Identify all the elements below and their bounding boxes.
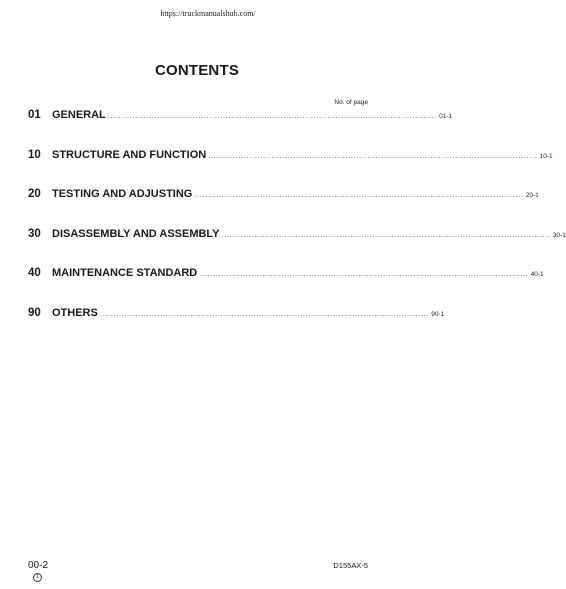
- toc-page-number: 10-1: [539, 152, 553, 160]
- toc-section-title: DISASSEMBLY AND ASSEMBLY: [52, 227, 220, 240]
- toc-section-title: OTHERS: [52, 306, 98, 319]
- toc-section-number: 10: [28, 148, 41, 161]
- toc-section-title: STRUCTURE AND FUNCTION: [52, 148, 207, 161]
- toc-entry-disassembly-and-assembly[interactable]: [28, 227, 566, 242]
- toc-entry-structure-and-function[interactable]: [28, 148, 553, 163]
- toc-leader-dots: ........................................................................................................................: [107, 113, 438, 120]
- toc-page-number: 20-1: [525, 192, 539, 199]
- footer-model-code: D155AX-5: [333, 561, 368, 570]
- toc-entry-maintenance-standard[interactable]: [28, 267, 544, 281]
- toc-leader-dots: ........................................................................................................................: [194, 192, 524, 199]
- toc-section-number: 40: [28, 267, 41, 279]
- toc-page-number: 30-1: [552, 231, 566, 239]
- footer-page-number: 00-2: [28, 560, 49, 571]
- page-column-label: No. of page: [334, 99, 368, 106]
- toc-page-number: 90-1: [431, 310, 445, 318]
- toc-leader-dots: ........................................................................................................................: [208, 152, 538, 160]
- page-title: CONTENTS: [154, 62, 240, 79]
- table-of-contents: [28, 109, 566, 346]
- toc-section-title: TESTING AND ADJUSTING: [52, 188, 193, 200]
- toc-section-number: 90: [28, 306, 41, 319]
- toc-section-number: 01: [28, 109, 41, 121]
- toc-section-number: 20: [28, 188, 41, 200]
- revision-mark-icon: 1: [33, 573, 42, 582]
- toc-page-number: 40-1: [530, 271, 544, 278]
- toc-section-number: 30: [28, 227, 41, 240]
- toc-entry-others[interactable]: [28, 306, 445, 321]
- toc-leader-dots: ........................................................................................................................: [199, 271, 529, 278]
- toc-leader-dots: ........................................................................................................................: [221, 231, 551, 239]
- toc-page-number: 01-1: [439, 113, 453, 120]
- toc-section-title: GENERAL: [52, 109, 106, 121]
- toc-section-title: MAINTENANCE STANDARD: [52, 267, 198, 279]
- toc-entry-testing-and-adjusting[interactable]: [28, 188, 539, 202]
- toc-leader-dots: ........................................................................................................................: [99, 310, 430, 318]
- toc-entry-general[interactable]: [28, 109, 453, 123]
- header-url[interactable]: https://truckmanualshub.com/: [160, 9, 256, 18]
